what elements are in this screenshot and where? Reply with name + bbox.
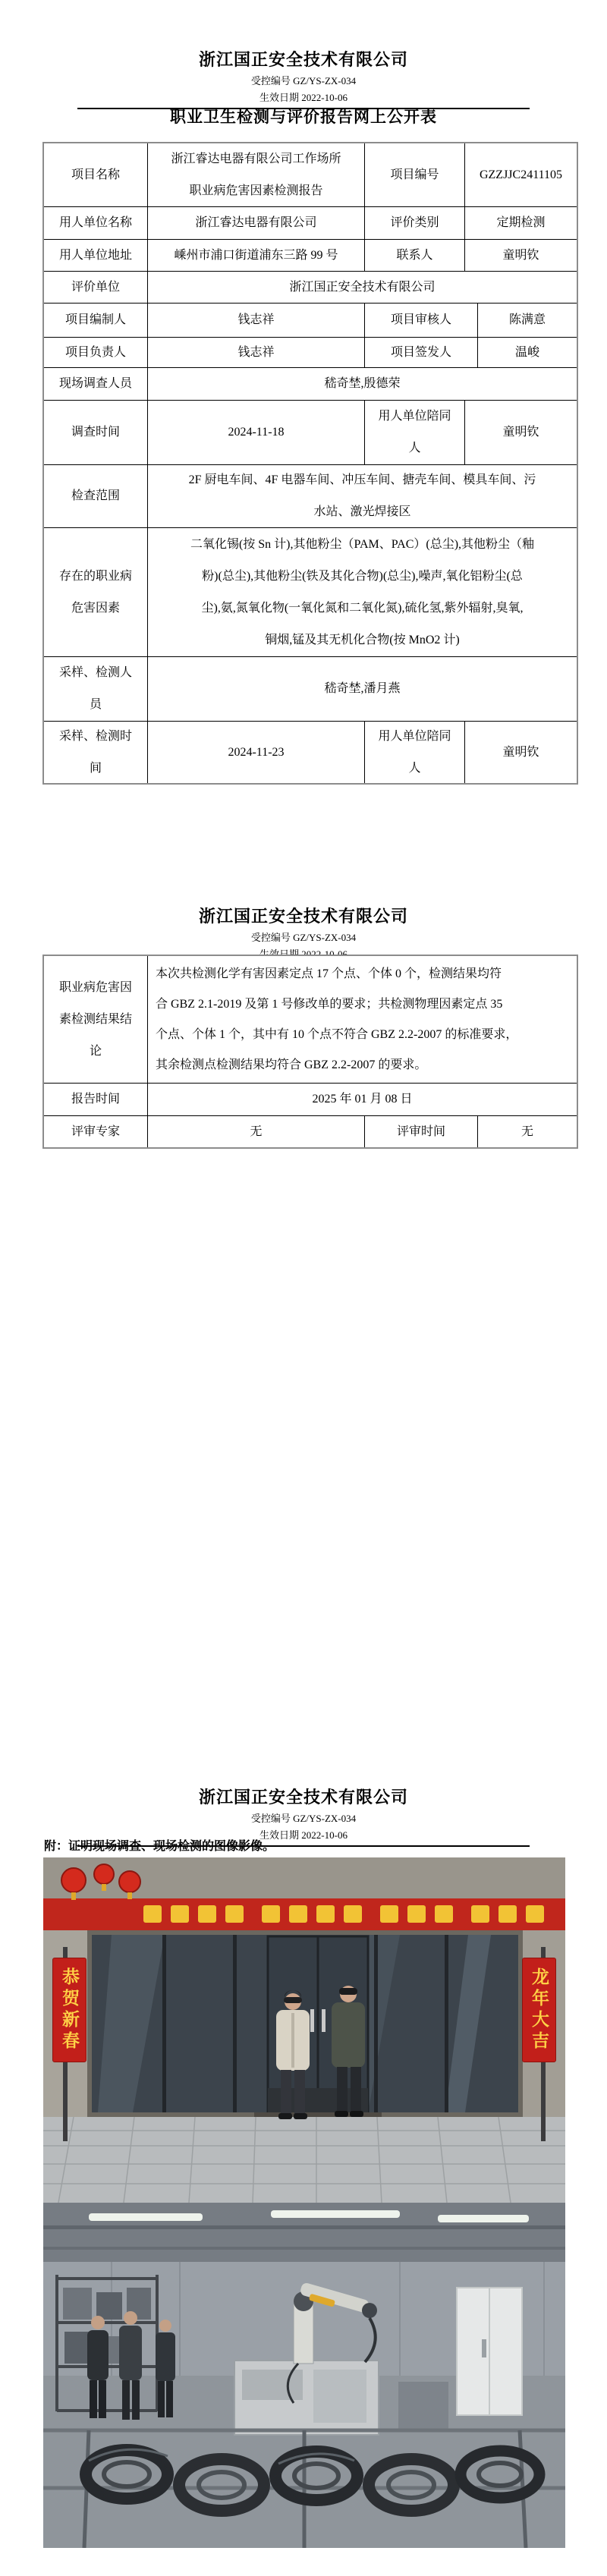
photo-site-survey xyxy=(43,1857,565,2203)
field-label: 现场调查人员 xyxy=(59,377,133,390)
field-label: 采样、检测人员 xyxy=(59,666,133,711)
field-label: 评审专家 xyxy=(71,1124,120,1138)
field-label: 调查时间 xyxy=(71,426,120,439)
field-label: 检查范围 xyxy=(71,489,120,502)
field-label: 项目签发人 xyxy=(390,345,451,359)
field-value: 嵇奇埜,潘月燕 xyxy=(147,657,577,721)
field-value: 童明钦 xyxy=(464,722,577,783)
photo-workshop-testing xyxy=(43,2203,565,2548)
field-label: 项目名称 xyxy=(71,168,120,181)
row-conclusion xyxy=(44,956,577,1083)
field-value: 2024-11-18 xyxy=(147,401,364,464)
field-label: 采样、检测时间 xyxy=(59,729,133,775)
field-value: 无 xyxy=(147,1116,364,1147)
field-label: 项目编制人 xyxy=(64,313,126,326)
field-label: 项目审核人 xyxy=(390,313,451,326)
row-sampling-time xyxy=(44,721,577,783)
workshop-scene xyxy=(43,2203,565,2548)
field-value: 定期检测 xyxy=(464,207,577,239)
field-label: 报告时间 xyxy=(71,1093,120,1106)
right-red-sign: 龙年大吉 xyxy=(522,1958,556,2062)
field-value: 温峻 xyxy=(477,338,577,367)
field-value: 陈满意 xyxy=(477,304,577,337)
row-hazard-factors xyxy=(44,527,577,656)
field-label: 项目负责人 xyxy=(64,345,126,359)
field-value: 浙江睿达电器有限公司工作场所 职业病危害因素检测报告 xyxy=(147,143,364,206)
field-value: 2025 年 01 月 08 日 xyxy=(147,1084,577,1115)
row-sampling-personnel xyxy=(44,656,577,721)
row-inspection-scope xyxy=(44,464,577,527)
row-survey-time xyxy=(44,400,577,464)
field-label: 存在的职业病危害因素 xyxy=(59,569,133,615)
effective-date-line: 生效日期 2022-10-06 xyxy=(259,92,348,103)
field-label: 职业病危害因素检测结果结论 xyxy=(59,980,133,1058)
field-value: 2024-11-23 xyxy=(147,722,364,783)
field-label: 用人单位名称 xyxy=(59,216,133,229)
control-number-line: 受控编号 GZ/YS-ZX-034 xyxy=(250,75,357,86)
field-value: 无 xyxy=(477,1116,577,1147)
field-value: 浙江国正安全技术有限公司 xyxy=(147,272,577,303)
field-value: 嵊州市浦口街道浦东三路 99 号 xyxy=(147,240,364,271)
field-value: 本次共检测化学有害因素定点 17 个点、个体 0 个，检测结果均符 合 GBZ 2.1-2019 及第 1 号修改单的要求；共检测物理因素定点 35 个点、个体 1 个，其中有 10 个点不符合 GBZ 2.2-2007 的标准要求， 其余检测点检测结果均符合 GBZ 2.2-2007 的要求。 xyxy=(147,956,577,1083)
field-label: 项目编号 xyxy=(390,168,439,181)
field-label: 用人单位地址 xyxy=(59,248,133,262)
white-cabinet xyxy=(457,2288,522,2415)
field-label: 评审时间 xyxy=(396,1124,445,1138)
field-value: 浙江睿达电器有限公司 xyxy=(147,207,364,239)
row-review-expert xyxy=(44,1115,577,1147)
field-value: 童明钦 xyxy=(464,401,577,464)
row-project-compiler xyxy=(44,303,577,337)
field-label: 联系人 xyxy=(396,248,433,262)
page-title: 职业卫生检测与评价报告网上公开表 xyxy=(170,108,437,126)
field-label: 用人单位陪同人 xyxy=(378,410,451,454)
field-value: 童明钦 xyxy=(464,240,577,271)
pavement xyxy=(43,2117,565,2203)
control-number-line: 受控编号 GZ/YS-ZX-034 xyxy=(250,1813,357,1824)
row-project-leader xyxy=(44,337,577,367)
company-name: 浙江国正安全技术有限公司 xyxy=(198,1788,408,1807)
field-value: GZZJJC2411105 xyxy=(464,143,577,206)
red-banner xyxy=(43,1898,565,1930)
row-employer-name xyxy=(44,206,577,239)
field-value: 二氧化锡(按 Sn 计),其他粉尘（PAM、PAC）(总尘),其他粉尘（釉 粉)(总尘),其他粉尘(铁及其化合物)(总尘),噪声,氧化铝粉尘(总 尘),氨,氮氧化物(一氧化氮和二氧化氮),硫化氢,紫外辐射,臭氧, 铜烟,锰及其无机化合物(按 MnO2 计) xyxy=(147,528,577,656)
left-red-sign: 恭贺新春 xyxy=(52,1958,86,2062)
storefront-scene xyxy=(43,1857,565,2203)
field-value: 2F 厨电车间、4F 电器车间、冲压车间、搪壳车间、模具车间、污 水站、激光焊接区 xyxy=(147,465,577,527)
row-project-name xyxy=(44,143,577,206)
ceiling-lights xyxy=(43,2203,565,2262)
field-value: 钱志祥 xyxy=(147,304,364,337)
company-name: 浙江国正安全技术有限公司 xyxy=(198,50,408,69)
field-label: 评价单位 xyxy=(71,280,120,294)
row-evaluation-org xyxy=(44,271,577,303)
field-label: 用人单位陪同人 xyxy=(378,729,451,775)
company-name: 浙江国正安全技术有限公司 xyxy=(198,907,408,926)
field-value: 钱志祥 xyxy=(147,338,364,367)
row-report-date xyxy=(44,1083,577,1115)
main-info-table xyxy=(42,142,578,785)
row-employer-address xyxy=(44,239,577,271)
effective-date-line: 生效日期 2022-10-06 xyxy=(259,1829,348,1841)
field-label: 评价类别 xyxy=(390,216,439,229)
conclusion-table xyxy=(42,955,578,1149)
control-number-line: 受控编号 GZ/YS-ZX-034 xyxy=(250,932,357,943)
attachment-note: 附：证明现场调查、现场检测的图像影像。 xyxy=(44,1840,275,1853)
row-site-investigators xyxy=(44,367,577,400)
page1-header xyxy=(0,47,607,109)
field-value: 嵇奇埜,殷德荣 xyxy=(147,368,577,400)
